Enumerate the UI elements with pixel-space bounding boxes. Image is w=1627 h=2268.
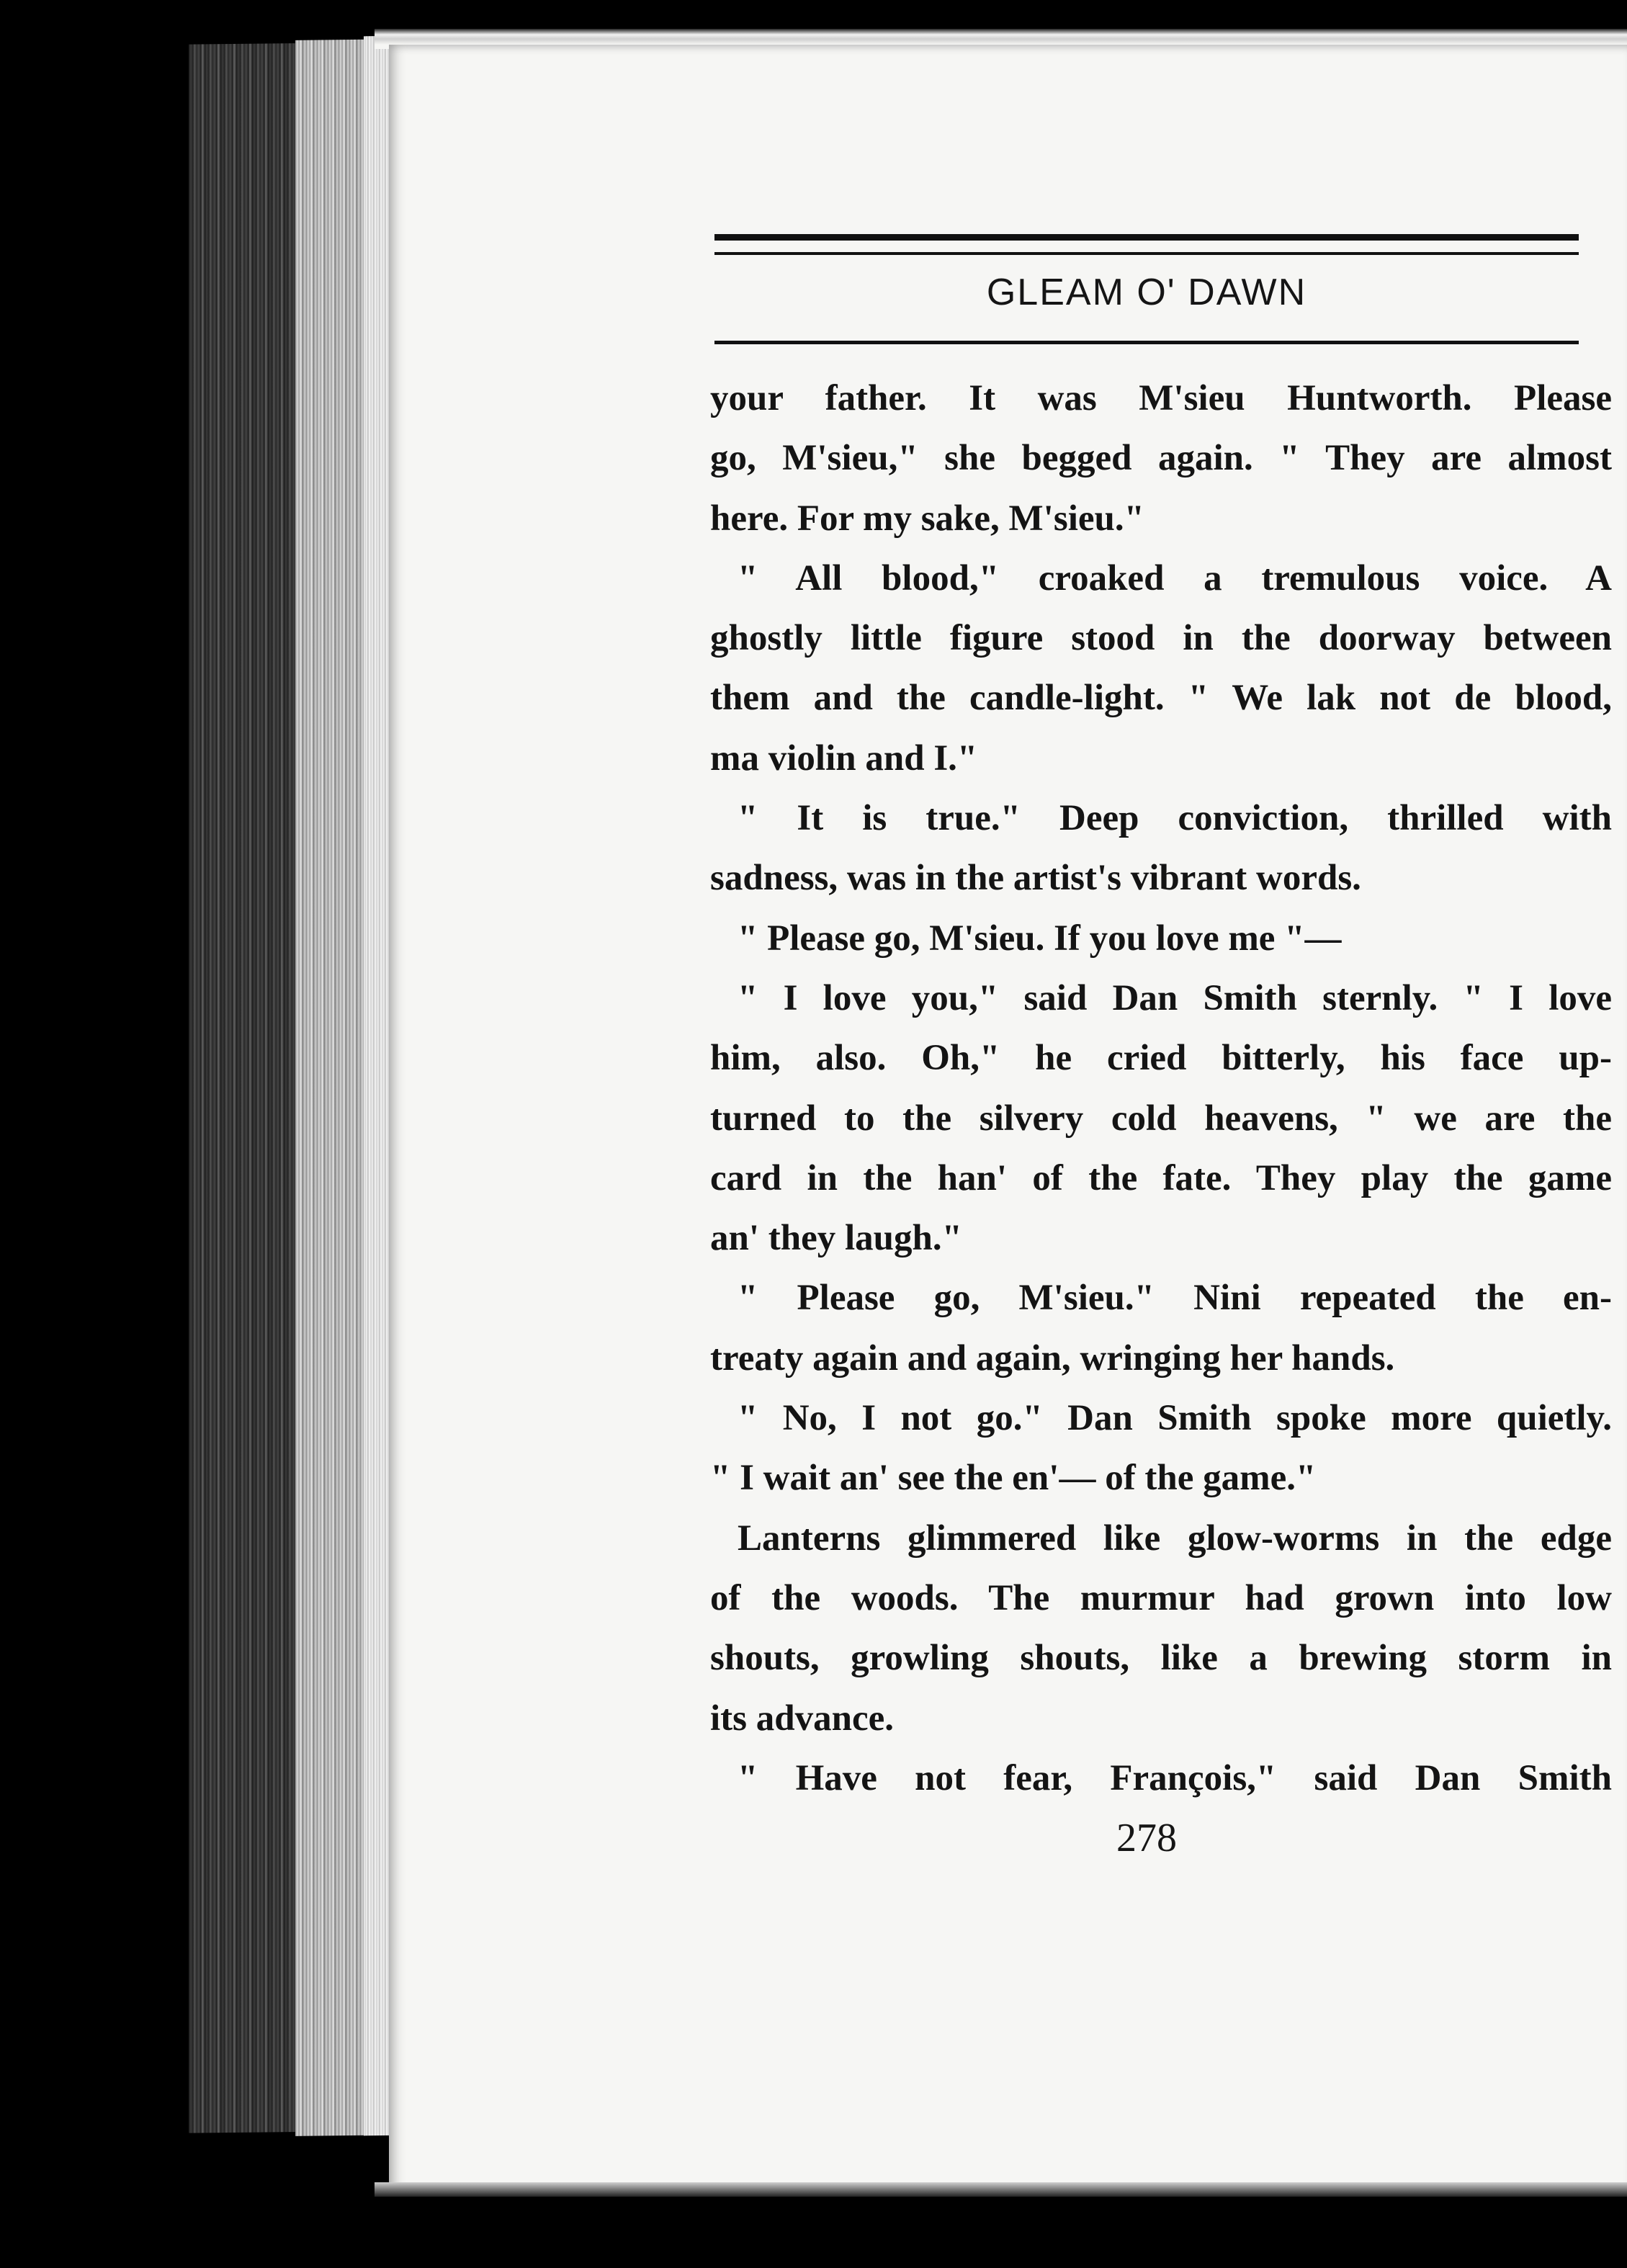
text-line: your father. It was M'sieu Huntworth. Please	[710, 378, 1612, 418]
text-line: " It is true." Deep conviction, thrilled with	[738, 798, 1612, 839]
text-line: card in the han' of the fate. They play the game	[710, 1157, 1612, 1198]
text-line: go, M'sieu," she begged again. " They are almost	[710, 438, 1612, 479]
text-line: turned to the silvery cold heavens, " we are the	[710, 1098, 1612, 1139]
text-line: " All blood," croaked a tremulous voice. A	[738, 557, 1612, 599]
body-text	[710, 369, 1612, 1808]
text-line: ma violin and I."	[710, 738, 978, 779]
text-line: its advance.	[710, 1698, 894, 1739]
text-line: here. For my sake, M'sieu."	[710, 498, 1144, 539]
text-line: " Please go, M'sieu. If you love me "—	[738, 918, 1342, 959]
text-line: " I wait an' see the en'— of the game."	[710, 1458, 1317, 1499]
text-line: them and the candle-light. " We lak not de blood,	[710, 678, 1612, 719]
text-line: sadness, was in the artist's vibrant words.	[710, 858, 1361, 899]
text-line: him, also. Oh," he cried bitterly, his face up-	[710, 1038, 1612, 1079]
text-line: " No, I not go." Dan Smith spoke more quietly.	[738, 1398, 1612, 1439]
page-number: 278	[1116, 1816, 1177, 1860]
header-rule-top-thick	[714, 234, 1579, 241]
text-line: " Please go, M'sieu." Nini repeated the en-	[738, 1278, 1612, 1319]
text-line: shouts, growling shouts, like a brewing storm in	[710, 1638, 1612, 1679]
text-line: an' they laugh."	[710, 1218, 962, 1259]
running-head: GLEAM O' DAWN	[986, 272, 1307, 313]
text-line: ghostly little figure stood in the doorway between	[710, 618, 1612, 659]
text-line: " Have not fear, François," said Dan Smith	[738, 1757, 1612, 1798]
text-line: Lanterns glimmered like glow-worms in the edge	[738, 1518, 1612, 1559]
text-line: of the woods. The murmur had grown into low	[710, 1577, 1612, 1618]
text-line: treaty again and again, wringing her hands.	[710, 1337, 1395, 1379]
header-rule-bottom	[714, 341, 1579, 344]
text-line: " I love you," said Dan Smith sternly. " I love	[738, 977, 1612, 1018]
header-rule-top-thin	[714, 252, 1579, 255]
page-bottom-edge	[375, 2182, 1627, 2197]
